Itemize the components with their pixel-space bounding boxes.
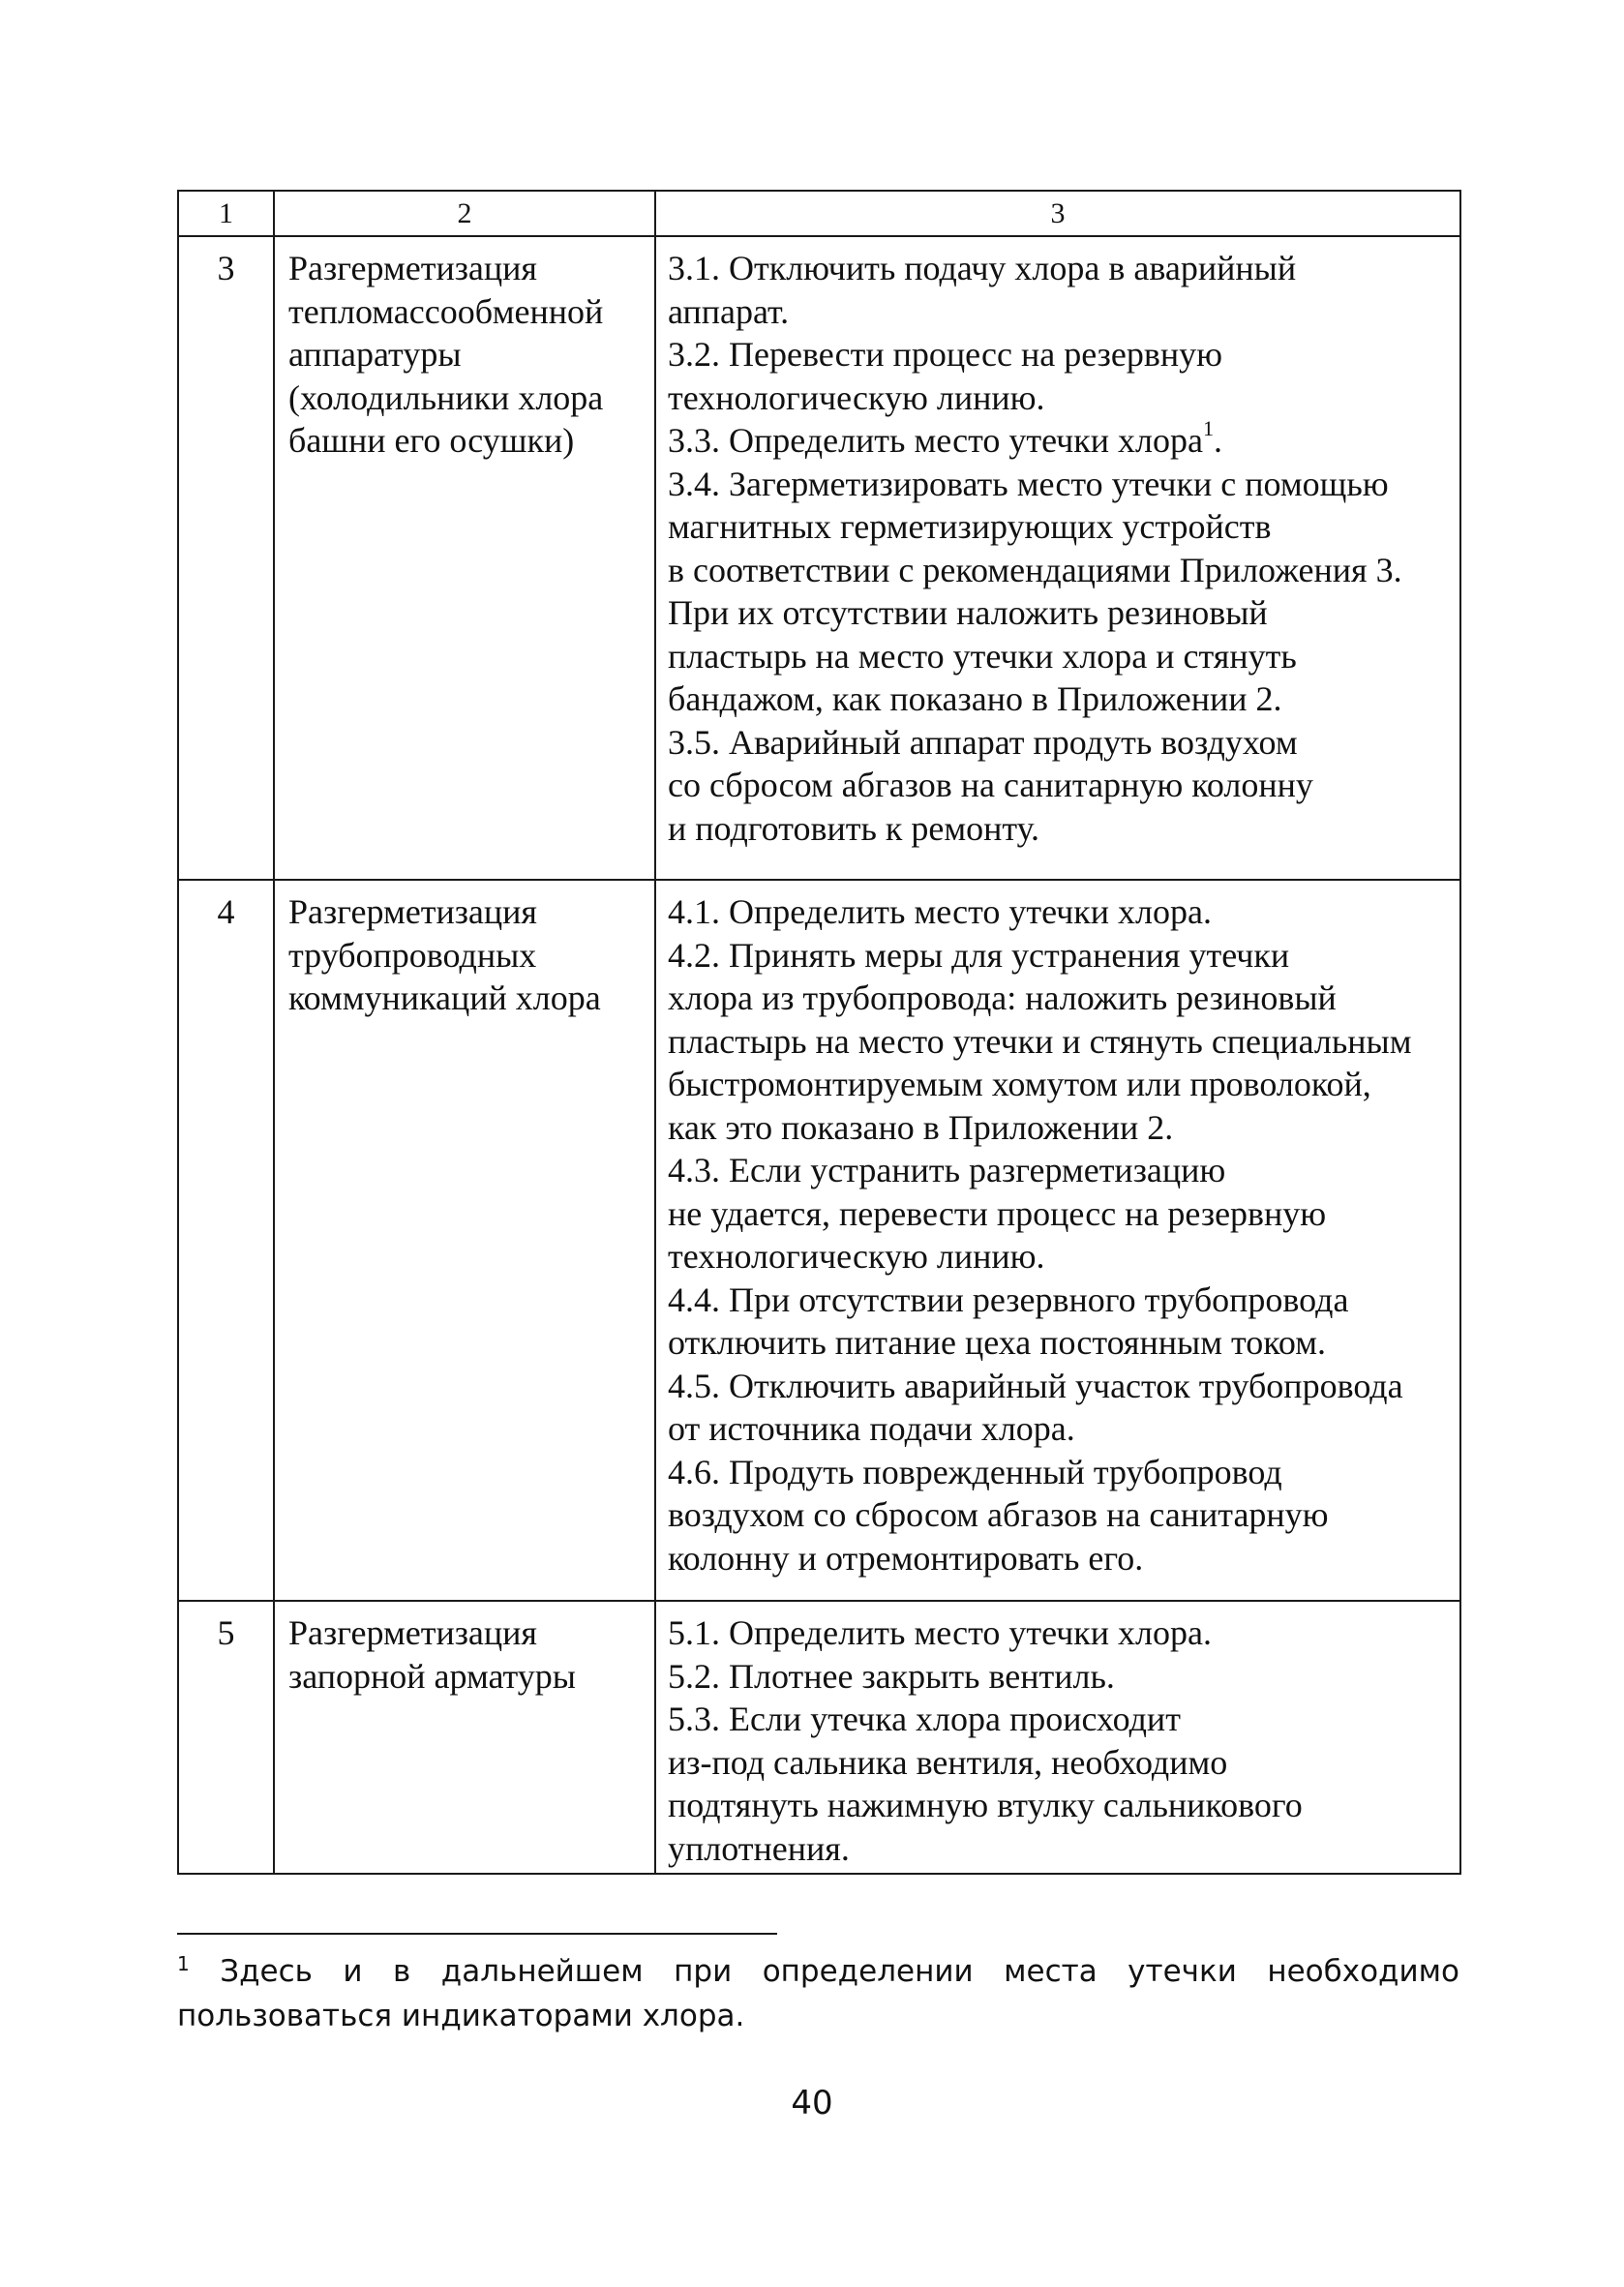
- action-text: не удается, перевести процесс на резервную: [668, 1193, 1327, 1233]
- fault-line: тепломассообменной: [288, 291, 604, 331]
- fault-line: аппаратуры: [288, 335, 462, 374]
- action-line: [668, 721, 1456, 765]
- table-row: [178, 1601, 1460, 1874]
- action-text: 4.5. Отключить аварийный участок трубопровода: [668, 1366, 1403, 1405]
- action-line: [668, 1784, 1456, 1827]
- action-line: [668, 1611, 1456, 1655]
- action-text: 5.3. Если утечка хлора происходит: [668, 1700, 1181, 1738]
- action-line: [668, 1365, 1456, 1408]
- footnote-marker: 1: [177, 1952, 190, 1975]
- action-line: [668, 1451, 1456, 1494]
- action-line: [668, 416, 1456, 463]
- table-row: [178, 236, 1460, 880]
- action-text: 5.1. Определить место утечки хлора.: [668, 1613, 1212, 1652]
- action-line: [668, 1063, 1456, 1106]
- row-number: 4: [178, 880, 274, 1601]
- action-line: [668, 635, 1456, 678]
- fault-line: Разгерметизация: [288, 1613, 537, 1652]
- action-text: 4.4. При отсутствии резервного трубопровода: [668, 1279, 1349, 1319]
- action-text: подтянуть нажимную втулку сальникового: [668, 1786, 1303, 1824]
- fault-line: Разгерметизация: [288, 892, 537, 931]
- action-line: [668, 1537, 1456, 1580]
- action-list: [655, 1601, 1460, 1874]
- action-line: [668, 463, 1456, 506]
- action-line: [668, 764, 1456, 807]
- action-line: [668, 1192, 1456, 1236]
- footnote-reference-suffix: .: [1213, 421, 1222, 460]
- action-line: [668, 1741, 1456, 1785]
- action-line: [668, 890, 1456, 934]
- table-row: [178, 880, 1460, 1601]
- action-line: [668, 1106, 1456, 1150]
- footnote-reference: 1: [1202, 416, 1214, 440]
- fault-description: [274, 236, 655, 880]
- action-line: [668, 1827, 1456, 1871]
- action-line: [668, 290, 1456, 334]
- action-text: воздухом со сбросом абгазов на санитарную: [668, 1495, 1329, 1534]
- action-text: как это показано в Приложении 2.: [668, 1107, 1174, 1147]
- action-line: [668, 333, 1456, 376]
- action-text: из-под сальника вентиля, необходимо: [668, 1742, 1228, 1782]
- fault-description: [274, 880, 655, 1601]
- action-text: 3.5. Аварийный аппарат продуть воздухом: [668, 722, 1298, 762]
- action-line: [668, 677, 1456, 721]
- action-text: При их отсутствии наложить резиновый: [668, 593, 1268, 632]
- action-line: [668, 807, 1456, 851]
- action-text: уплотнения.: [668, 1828, 850, 1868]
- action-line: [668, 1235, 1456, 1279]
- action-line: [668, 977, 1456, 1020]
- action-text: 3.3. Определить место утечки хлора: [668, 421, 1203, 460]
- fault-line: запорной арматуры: [288, 1656, 576, 1696]
- column-header: 1: [178, 191, 274, 236]
- action-text: бандажом, как показано в Приложении 2.: [668, 679, 1282, 718]
- action-text: пластырь на место утечки хлора и стянуть: [668, 636, 1297, 676]
- action-text: 3.1. Отключить подачу хлора в аварийный: [668, 249, 1297, 287]
- action-line: [668, 934, 1456, 978]
- row-number: 5: [178, 1601, 274, 1874]
- action-text: со сбросом абгазов на санитарную колонну: [668, 766, 1313, 804]
- action-list: [655, 236, 1460, 880]
- action-table: [177, 190, 1461, 1875]
- action-text: технологическую линию.: [668, 1237, 1045, 1276]
- column-header: 2: [274, 191, 655, 236]
- fault-line: Разгерметизация: [288, 249, 537, 287]
- action-line: [668, 1407, 1456, 1451]
- action-line: [668, 1655, 1456, 1699]
- action-text: магнитных герметизирующих устройств: [668, 507, 1272, 546]
- action-text: отключить питание цеха постоянным током.: [668, 1323, 1327, 1362]
- action-line: [668, 247, 1456, 290]
- footnote-divider: [177, 1933, 777, 1935]
- action-line: [668, 1279, 1456, 1322]
- action-line: [668, 1698, 1456, 1741]
- page-number: 40: [791, 2084, 833, 2122]
- action-list: [655, 880, 1460, 1601]
- action-text: 4.6. Продуть поврежденный трубопровод: [668, 1452, 1282, 1491]
- action-text: 4.3. Если устранить разгерметизацию: [668, 1151, 1226, 1189]
- fault-description: [274, 1601, 655, 1874]
- table-header-row: [178, 191, 1460, 236]
- action-text: и подготовить к ремонту.: [668, 808, 1040, 848]
- action-text: 3.4. Загерметизировать место утечки с помощью: [668, 464, 1389, 503]
- action-text: 5.2. Плотнее закрыть вентиль.: [668, 1656, 1115, 1696]
- action-line: [668, 591, 1456, 635]
- action-line: [668, 1020, 1456, 1064]
- action-text: 4.2. Принять меры для устранения утечки: [668, 935, 1290, 975]
- action-text: колонну и отремонтировать его.: [668, 1538, 1144, 1578]
- action-text: технологическую линию.: [668, 377, 1045, 417]
- action-text: быстромонтируемым хомутом или проволокой,: [668, 1065, 1371, 1103]
- action-line: [668, 505, 1456, 549]
- row-number: 3: [178, 236, 274, 880]
- action-line: [668, 1321, 1456, 1365]
- action-text: 4.1. Определить место утечки хлора.: [668, 892, 1212, 931]
- fault-line: коммуникаций хлора: [288, 978, 601, 1017]
- action-line: [668, 549, 1456, 592]
- fault-line: трубопроводных: [288, 935, 537, 975]
- fault-line: (холодильники хлора: [288, 377, 604, 417]
- action-text: аппарат.: [668, 291, 790, 331]
- action-line: [668, 376, 1456, 420]
- footnote-text: Здесь и в дальнейшем при определении места утечки необходимо пользоваться индикаторами хлора.: [177, 1954, 1459, 2033]
- action-line: [668, 1149, 1456, 1192]
- action-line: [668, 1493, 1456, 1537]
- fault-line: башни его осушки): [288, 421, 575, 460]
- action-text: в соответствии с рекомендациями Приложения 3.: [668, 550, 1402, 589]
- footnote: [177, 1951, 1459, 2037]
- action-text: 3.2. Перевести процесс на резервную: [668, 335, 1222, 374]
- action-text: от источника подачи хлора.: [668, 1409, 1075, 1448]
- column-header: 3: [655, 191, 1460, 236]
- action-text: пластырь на место утечки и стянуть специальным: [668, 1021, 1412, 1061]
- action-text: хлора из трубопровода: наложить резиновый: [668, 978, 1337, 1017]
